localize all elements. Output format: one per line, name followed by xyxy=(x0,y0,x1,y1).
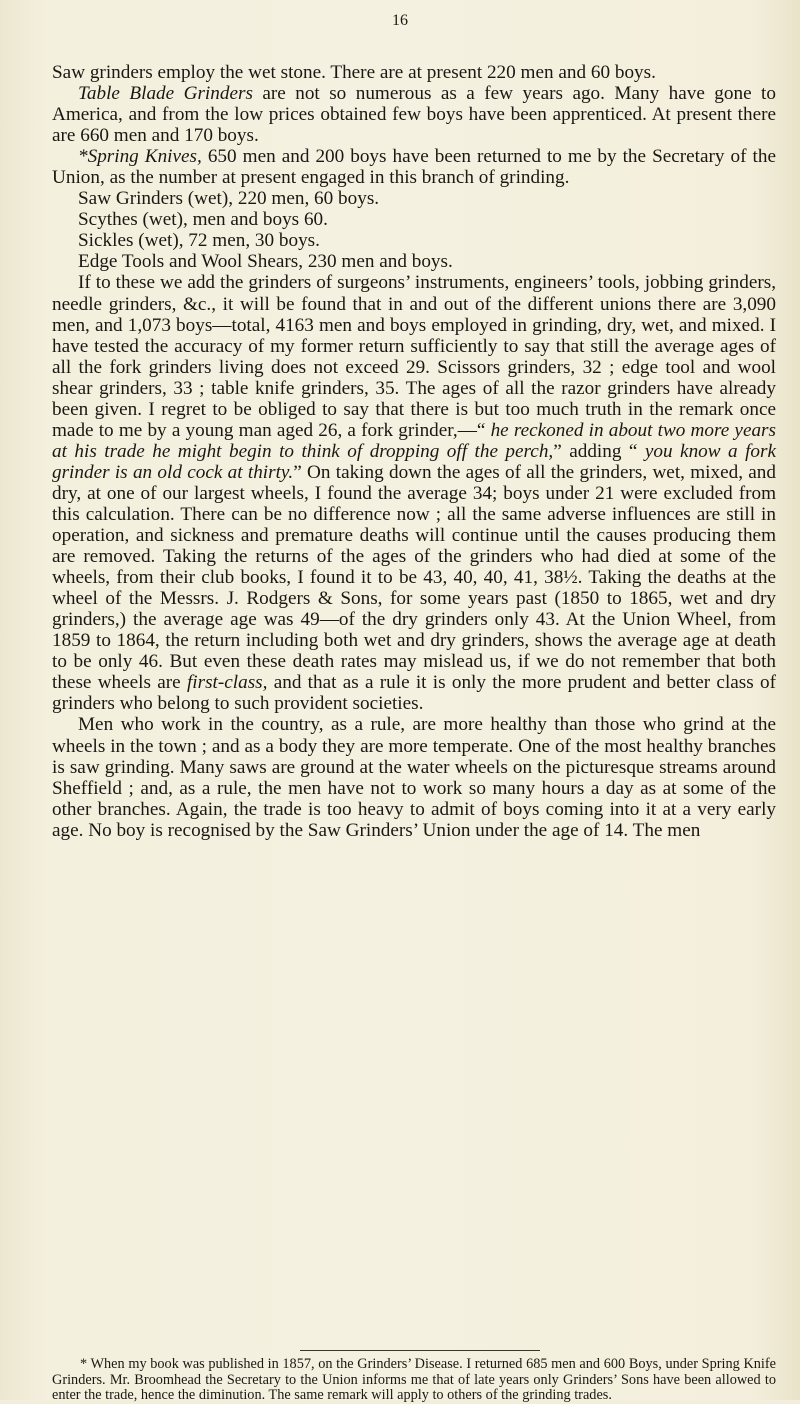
text-run: and that as a rule it is only the more prudent and better class of grinders who belong to such provident societies. xyxy=(52,672,776,715)
text-run: Edge Tools and Wool Shears, 230 men and boys. xyxy=(78,251,453,273)
italic-text: he reckoned in about two more years at his trade he might begin to think of dropping off the perch, xyxy=(52,419,776,462)
text-run: If to these we add the grinders of surgeons’ instruments, engineers’ tools, jobbing grinders, needle grinders, &c., it will be found that in and out of the different unions there are 3,090 men, and 1,073 boys—total, 4163 men and boys employed in grinding, dry, wet, and mixed. I have tested the accuracy of my former return sufficiently to say that still the average ages of all the fork grinders living does not exceed 29. Scissors grinders, 32 ; edge tool and wool shear grinders, 33 ; table knife grinders, 35. The ages of all the razor grinders have already been given. I regret to be obliged to say that there is but too much truth in the remark once made to me by a young man aged 26, a fork grinder,—“ xyxy=(52,272,776,441)
paragraph xyxy=(52,146,776,188)
paragraph xyxy=(52,209,776,230)
paragraph xyxy=(52,251,776,272)
text-run: Scythes (wet), men and boys 60. xyxy=(78,209,328,231)
text-run: Saw Grinders (wet), 220 men, 60 boys. xyxy=(78,188,380,210)
paragraph xyxy=(52,83,776,146)
text-run: are not so numerous as a few years ago. Many have gone to America, and from the low prices obtained few boys have been apprenticed. At present there are 660 men and 170 boys. xyxy=(52,83,776,147)
footnote-rule xyxy=(300,1350,540,1351)
text-run: Men who work in the country, as a rule, are more healthy than those who grind at the wheels in the town ; and as a body they are more temperate. One of the most healthy branches is saw grinding. Many saws are ground at the water wheels on the picturesque streams around Sheffield ; and, as a rule, the men have not to work so many hours a day as at some of the other branches. Again, the trade is too heavy to admit of boys coming into it at a very early age. No boy is recognised by the Saw Grinders’ Union under the age of 14. The men xyxy=(52,714,776,841)
text-run: 650 men and 200 boys have been returned to me by the Secretary of the Union, as the number at present engaged in this branch of grinding. xyxy=(52,146,776,189)
footnote-text: * When my book was published in 1857, on the Grinders’ Disease. I returned 685 men and 600 Boys, under Spring Knife Grinders. Mr. Broomhead the Secretary to the Union informs me that of late years only Grinders’ Sons have been allowed to enter the trade, hence the diminution. The same remark will apply to others of the grinding trades. xyxy=(52,1356,776,1404)
paragraph xyxy=(52,62,776,83)
italic-text: *Spring Knives, xyxy=(78,146,202,168)
main-text xyxy=(52,62,776,841)
italic-text: you know a fork grinder is an old cock at thirty. xyxy=(52,440,777,483)
italic-text: first-class, xyxy=(186,672,268,694)
text-run: ” On taking down the ages of all the grinders, wet, mixed, and dry, at one of our largest wheels, I found the average 34; boys under 21 were excluded from this calculation. There can be no difference now ; all the same adverse influences are still in operation, and sickness and premature deaths will continue until the causes producing them are removed. Taking the returns of the ages of the grinders who had died at some of the wheels, from their club books, I found it to be 43, 40, 40, 41, 38½. Taking the deaths at the wheel of the Messrs. J. Rodgers & Sons, for some years past (1850 to 1865, wet and dry grinders,) the average age was 49—of the dry grinders only 43. At the Union Wheel, from 1859 to 1864, the return including both wet and dry grinders, shows the average age at death to be only 46. But even these death rates may mislead us, if we do not remember that both these wheels are xyxy=(52,461,776,694)
paragraph xyxy=(52,188,776,209)
page-number: 16 xyxy=(392,12,408,29)
paragraph xyxy=(52,714,776,840)
paragraph xyxy=(52,230,776,251)
italic-text: Table Blade Grinders xyxy=(78,83,253,105)
paragraph xyxy=(52,272,776,714)
footnote xyxy=(52,1357,776,1404)
text-run: Sickles (wet), 72 men, 30 boys. xyxy=(78,230,320,252)
text-run: Saw grinders employ the wet stone. There are at present 220 men and 60 boys. xyxy=(52,62,656,83)
text-run: ” adding “ xyxy=(553,440,645,462)
